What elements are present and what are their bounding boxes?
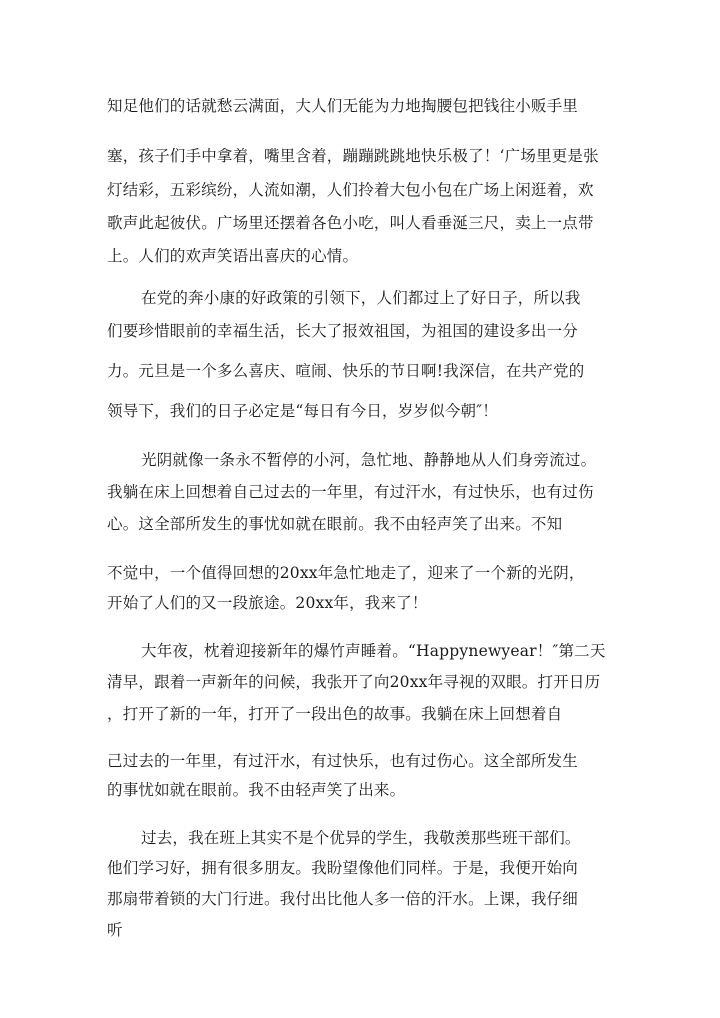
text-line: 我躺在床上回想着自己过去的一年里，有过汗水，有过快乐，也有过伤 [107, 483, 594, 501]
text-line: 灯结彩，五彩缤纷，人流如潮，人们拎着大包小包在广场上闲逛着，欢 [107, 181, 594, 199]
text-line: 他们学习好，拥有很多朋友。我盼望像他们同样。于是，我便开始向 [107, 859, 579, 877]
text-line: 歌声此起彼伏。广场里还摆着各色小吃，叫人看垂涎三尺，卖上一点带 [107, 214, 594, 232]
text-line: 力。元旦是一个多么喜庆、喧闹、快乐的节日啊!我深信，在共产党的 [107, 362, 585, 380]
paragraph-start-line: 过去，我在班上其实不是个优异的学生，我敬羡那些班干部们。 [141, 829, 581, 847]
text-line: 开始了人们的又一段旅途。20xx年，我来了！ [107, 594, 428, 612]
text-line: 心。这全部所发生的事忧如就在眼前。我不由轻声笑了出来。不知 [107, 515, 563, 533]
text-line: 不觉中，一个值得回想的20xx年急忙地走了，迎来了一个新的光阴， [107, 564, 585, 582]
paragraph-start-line: 在党的奔小康的好政策的引领下，人们都过上了好日子，所以我 [141, 289, 581, 307]
text-line: ，打开了新的一年，打开了一段出色的故事。我躺在床上回想着自 [107, 705, 563, 723]
paragraph-start-line: 大年夜，枕着迎接新年的爆竹声睡着。“Happynewyear！″第二天 [141, 642, 606, 660]
text-line: 的事忧如就在眼前。我不由轻声笑了出来。 [107, 781, 406, 799]
text-line: 上。人们的欢声笑语出喜庆的心情。 [107, 247, 359, 265]
text-line: 们要珍惜眼前的幸福生活，长大了报效祖国，为祖国的建设多出一分 [107, 322, 579, 340]
text-line: 己过去的一年里，有过汗水，有过快乐，也有过伤心。这全部所发生 [107, 752, 579, 770]
text-line: 塞，孩子们手中拿着，嘴里含着，蹦蹦跳跳地快乐极了！‘广场里更是张 [107, 147, 599, 165]
text-line: 听 [107, 921, 123, 939]
text-line: 知足他们的话就愁云满面，大人们无能为力地掏腰包把钱往小贩手里 [107, 97, 579, 115]
text-line: 领导下，我们的日子必定是“每日有今日，岁岁似今朝″！ [107, 402, 498, 420]
paragraph-start-line: 光阴就像一条永不暂停的小河，急忙地、静静地从人们身旁流过。 [141, 451, 597, 469]
text-line: 清早，跟着一声新年的问候，我张开了向20xx年寻视的双眼。打开日历 [107, 673, 601, 691]
text-line: 那扇带着锁的大门行进。我付出比他人多一倍的汗水。上课，我仔细 [107, 890, 579, 908]
